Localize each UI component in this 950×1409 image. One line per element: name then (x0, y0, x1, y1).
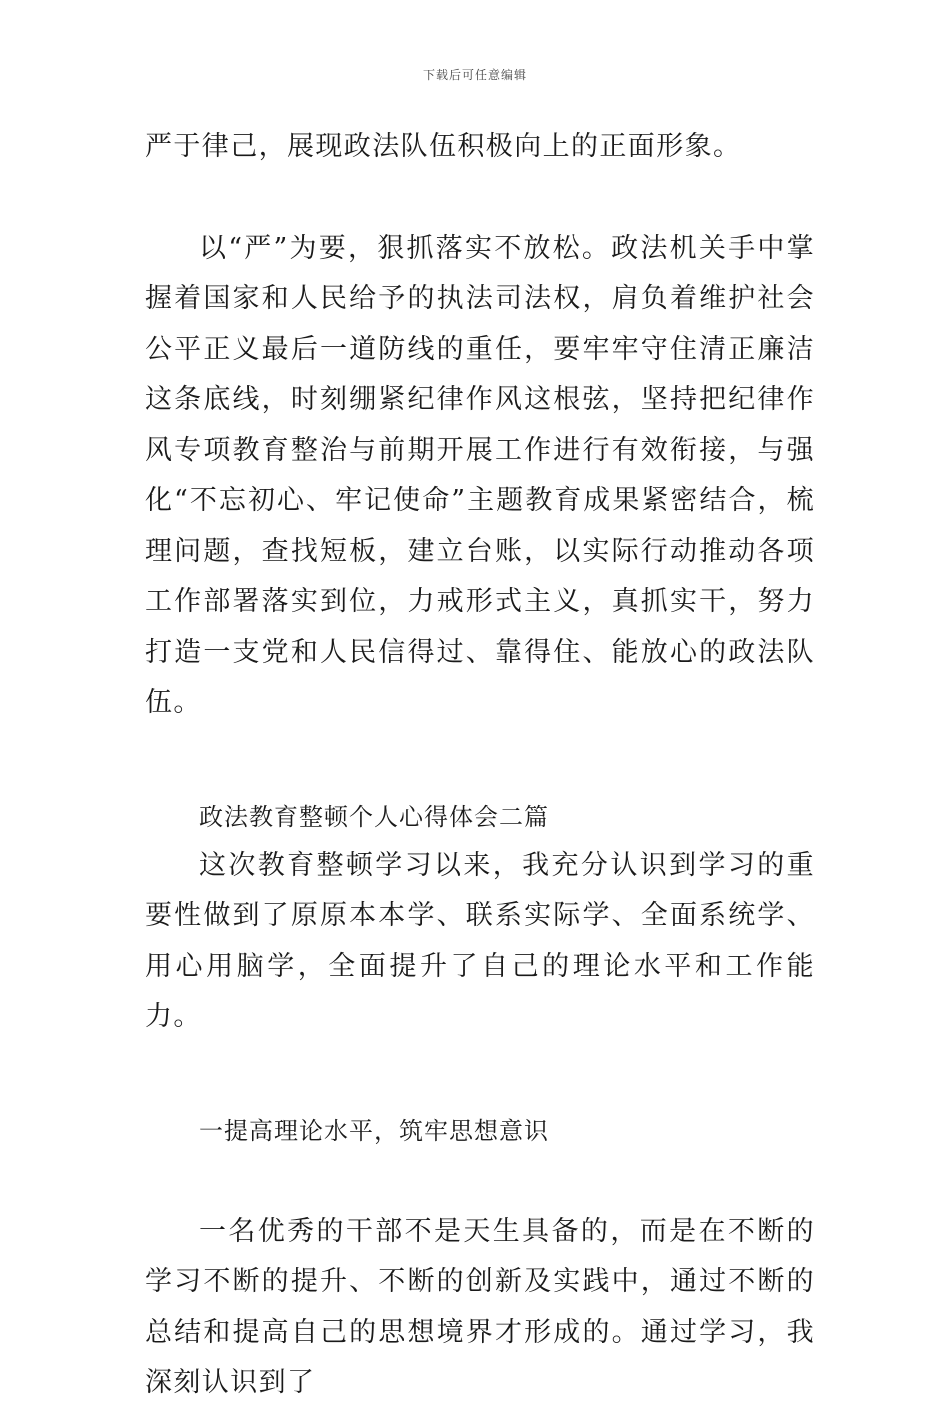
document-body (145, 122, 815, 1409)
paragraph-4: 一名优秀的干部不是天生具备的，而是在不断的学习不断的提升、不断的创新及实践中，通过不断的总结和提高自己的思想境界才形成的。通过学习，我深刻认识到了 (145, 1215, 815, 1398)
paragraph-3: 这次教育整顿学习以来，我充分认识到学习的重要性做到了原原本本学、联系实际学、全面系统学、用心用脑学，全面提升了自己的理论水平和工作能力。 (145, 849, 815, 1032)
paragraph-1: 严于律己，展现政法队伍积极向上的正面形象。 (145, 131, 742, 162)
paragraph-2: 以“严”为要，狠抓落实不放松。政法机关手中掌握着国家和人民给予的执法司法权，肩负着维护社会公平正义最后一道防线的重任，要牢牢守住清正廉洁这条底线，时刻绷紧纪律作风这根弦，坚持把纪律作风专项教育整治与前期开展工作进行有效衔接，与强化“不忘初心、牢记使命”主题教育成果紧密结合，梳理问题，查找短板，建立台账，以实际行动推动各项工作部署落实到位，力戒形式主义，真抓实干，努力打造一支党和人民信得过、靠得住、能放心的政法队伍。 (145, 232, 815, 718)
section-title-2: 政法教育整顿个人心得体会二篇 (199, 802, 549, 831)
page-header: 下载后可任意编辑 (422, 68, 527, 82)
subheading-1: 一提高理论水平，筑牢思想意识 (199, 1116, 549, 1145)
